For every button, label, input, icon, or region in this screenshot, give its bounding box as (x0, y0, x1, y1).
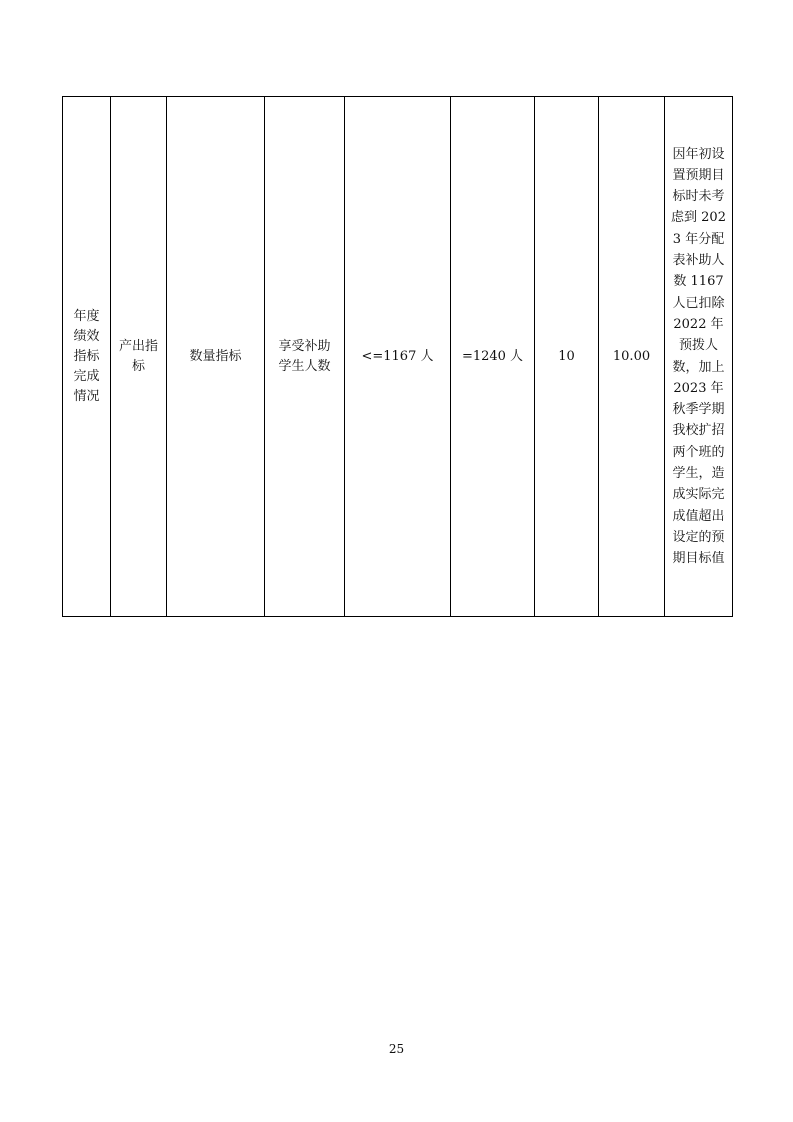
target-value-cell (345, 97, 451, 617)
performance-table (62, 96, 733, 617)
score-text: 10.00 (612, 348, 651, 364)
indicator-name-text: 享受补助学生人数 (278, 338, 331, 374)
category-cell (63, 97, 111, 617)
indicator-level2-cell (167, 97, 265, 617)
weight-score-text: 10 (558, 348, 575, 364)
indicator-name-cell (265, 97, 345, 617)
actual-value-cell (451, 97, 535, 617)
indicator-level2-text: 数量指标 (189, 348, 242, 364)
category-text: 年度绩效指标完成情况 (73, 308, 100, 404)
deviation-reason-cell (665, 97, 733, 617)
target-value-text: <=1167 人 (361, 348, 434, 364)
deviation-reason-text: 因年初设置预期目标时未考虑到 2023 年分配表补助人数 1167 人已扣除 2022 年预拨人数，加上 2023 年秋季学期我校扩招两个班的学生，造成实际完成值超出设定的预期目标值 (671, 146, 726, 567)
indicator-level1-text: 产出指标 (118, 338, 158, 374)
actual-value-text: =1240 人 (461, 348, 524, 364)
weight-score-cell (535, 97, 599, 617)
score-cell (599, 97, 665, 617)
indicator-level1-cell (111, 97, 167, 617)
table-row (63, 97, 733, 617)
page-number: 25 (388, 1042, 405, 1056)
